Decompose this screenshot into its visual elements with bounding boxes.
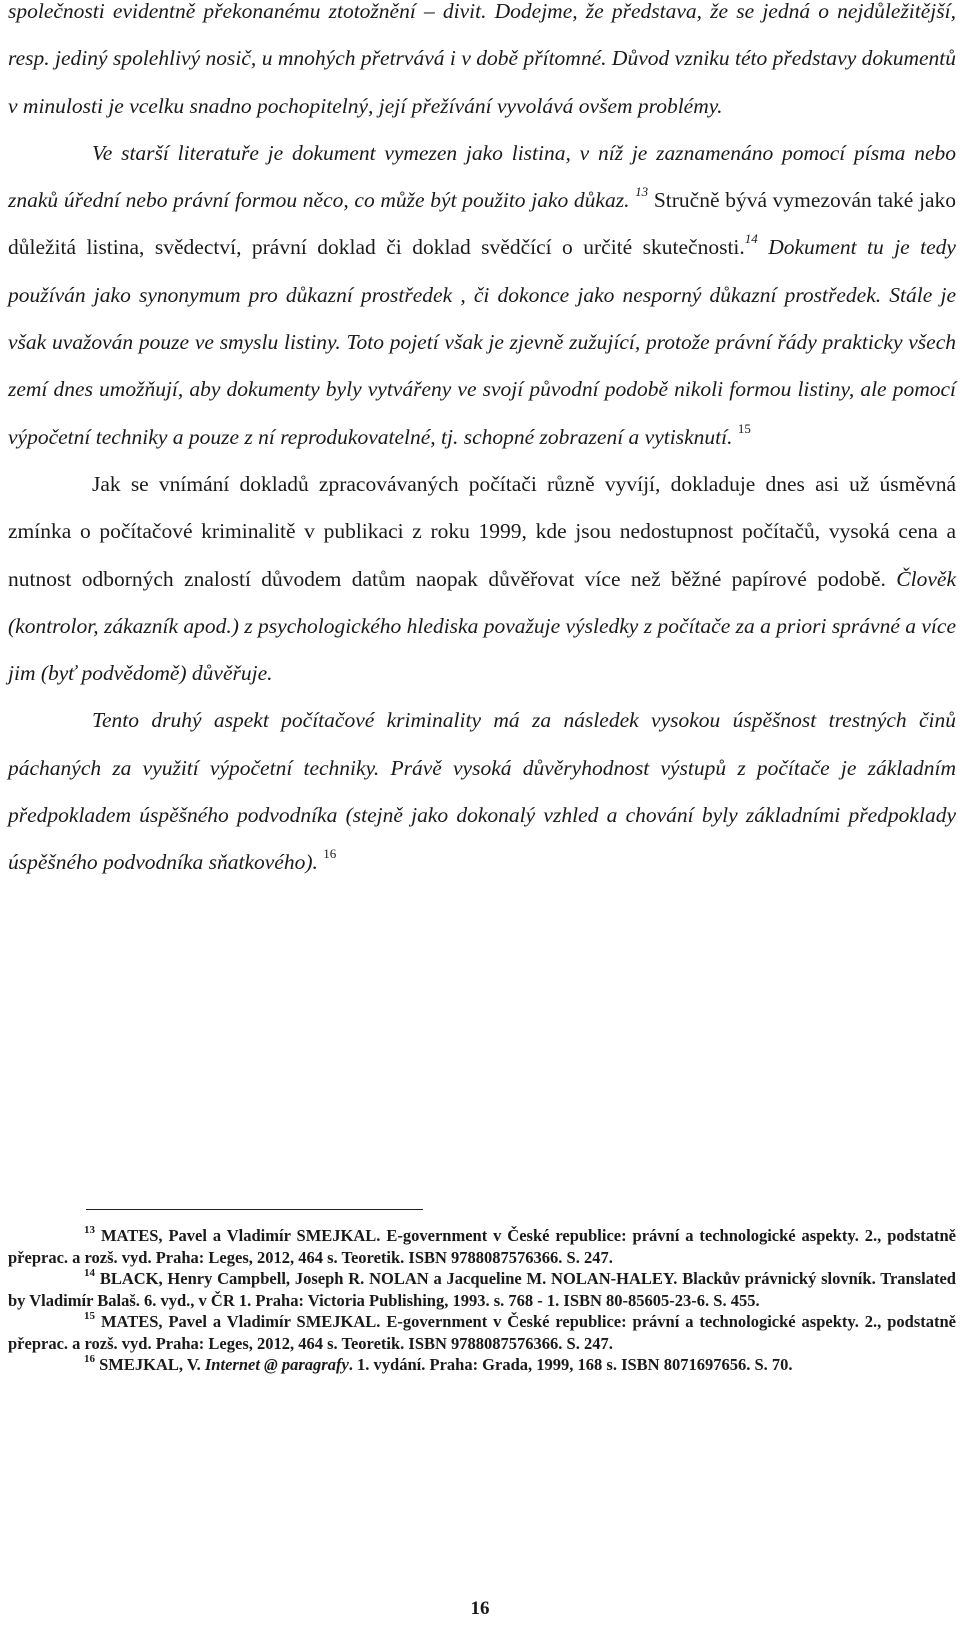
- paragraph-2: [8, 130, 956, 461]
- footnote-ref-16[interactable]: 16: [323, 846, 337, 862]
- footnote-text: BLACK, Henry Campbell, Joseph R. NOLAN a Jacqueline M. NOLAN-HALEY. Blackův právnický slovník. Translated by Vladimír Balaš. 6. vyd., v ČR 1. Praha: Victoria Publishing, 1993. s. 768 - 1. ISBN 80-85605-23-6. S. 455.: [8, 1269, 956, 1310]
- footnote-number: 13: [84, 1223, 95, 1236]
- footnote-text: MATES, Pavel a Vladimír SMEJKAL. E-government v České republice: právní a technologické aspekty. 2., podstatně přeprac. a rozš. vyd. Praha: Leges, 2012, 464 s. Teoretik. ISBN 9788087576366. S. 247.: [8, 1312, 956, 1353]
- footnote-number: 15: [84, 1309, 95, 1322]
- footnote-text: MATES, Pavel a Vladimír SMEJKAL. E-government v České republice: právní a technologické aspekty. 2., podstatně přeprac. a rozš. vyd. Praha: Leges, 2012, 464 s. Teoretik. ISBN 9788087576366. S. 247.: [8, 1226, 956, 1267]
- paragraph-4-text: Tento druhý aspekt počítačové kriminality má za následek vysokou úspěšnost trestných činů páchaných za využití výpočetní techniky. Právě vysoká důvěryhodnost výstupů z počítače je základním předpokladem úspěšného podvodníka (stejně jako dokonalý vzhled a chování byly základními předpoklady úspěšného podvodníka sňatkového).: [8, 708, 956, 875]
- footnote-15: [8, 1311, 956, 1354]
- footnote-title: Internet @ paragrafy: [204, 1355, 349, 1374]
- footnote-16: [8, 1354, 956, 1376]
- footnote-number: 16: [84, 1352, 95, 1365]
- paragraph-3-text-b: Člověk (kontrolor, zákazník apod.) z psychologického hlediska považuje výsledky z počítače za a priori správné a více jim (byť podvědomě) důvěřuje.: [8, 566, 956, 686]
- footnote-ref-13[interactable]: 13: [635, 184, 649, 200]
- paragraph-2-text-b: Stručně bývá vymezován také jako důležitá listina, svědectví, právní doklad či doklad svědčící o určité skutečnosti.: [8, 188, 956, 260]
- footnote-number: 14: [84, 1266, 95, 1279]
- footnote-ref-14[interactable]: 14: [744, 231, 758, 247]
- footnote-separator: [86, 1209, 423, 1210]
- page-number: 16: [470, 1598, 490, 1619]
- paragraph-1-text: společnosti evidentně překonanému ztotožnění – divit. Dodejme, že představa, že se jedná o nejdůležitější, resp. jediný spolehlivý nosič, u mnohých přetrvává i v době přítomné. Důvod vzniku této představy dokumentů v minulosti je vcelku snadno pochopitelný, její přežívání vyvolává ovšem problémy.: [8, 0, 956, 118]
- footnotes: [8, 1225, 956, 1376]
- paragraph-2-text-c: Dokument tu je tedy používán jako synonymum pro důkazní prostředek , či dokonce jako nesporný důkazní prostředek. Stále je však uvažován pouze ve smyslu listiny. Toto pojetí však je zjevně zužující, protože právní řády prakticky všech zemí dnes umožňují, aby dokumenty byly vytvářeny ve svojí původní podobě nikoli formou listiny, ale pomocí výpočetní techniky a pouze z ní reprodukovatelné, tj. schopné zobrazení a vytisknutí.: [8, 235, 956, 449]
- footnote-13: [8, 1225, 956, 1268]
- footnote-14: [8, 1268, 956, 1311]
- footnote-text: . 1. vydání. Praha: Grada, 1999, 168 s. ISBN 8071697656. S. 70.: [348, 1355, 793, 1374]
- paragraph-4: [8, 697, 956, 886]
- paragraph-3-text-a: Jak se vnímání dokladů zpracovávaných počítači různě vyvíjí, dokladuje dnes asi už úsměvná zmínka o počítačové kriminalitě v publikaci z roku 1999, kde jsou nedostupnost počítačů, vysoká cena a nutnost odborných znalostí důvodem datům naopak důvěřovat více než běžné papírové podobě.: [8, 471, 956, 591]
- footnote-author: SMEJKAL, V.: [99, 1355, 201, 1374]
- paragraph-2-text-a: Ve starší literatuře je dokument vymezen jako listina, v níž je zaznamenáno pomocí písma nebo znaků úřední nebo právní formou něco, co může být použito jako důkaz.: [8, 140, 956, 213]
- paragraph-1: [8, 0, 956, 130]
- body-text: [8, 0, 956, 887]
- paragraph-3: [8, 461, 956, 697]
- footnote-ref-15[interactable]: 15: [737, 420, 751, 436]
